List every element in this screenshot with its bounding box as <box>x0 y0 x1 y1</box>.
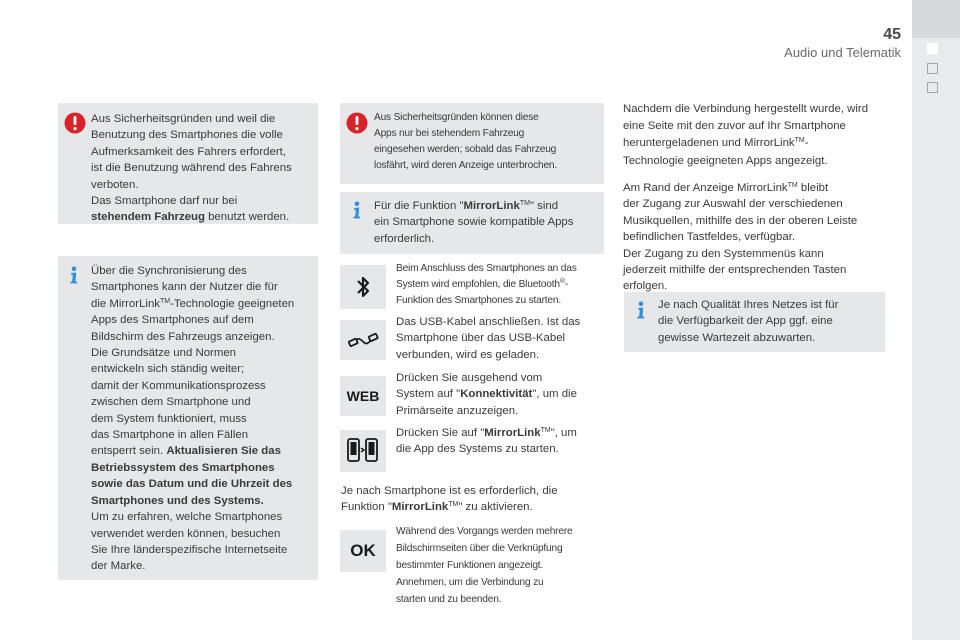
info-bold-text: Betriebssystem des Smartphones <box>91 461 275 474</box>
info-text-line <box>91 460 316 476</box>
right-text: - <box>804 137 809 150</box>
info-bold-text: MirrorLink <box>463 200 520 212</box>
web-bold-text: Konnektivität <box>460 388 533 401</box>
warning-text-line: eingesehen werden; sobald das Fahrzeug <box>374 144 557 155</box>
info-text-line: Je nach Qualität Ihres Netzes ist für <box>658 299 839 311</box>
ok-button-label: OK <box>350 541 376 560</box>
warning-text-line: Apps nur bei stehendem Fahrzeug <box>374 128 525 139</box>
warning-icon <box>64 112 86 134</box>
ok-text-line: Annehmen, um die Verbindung zu <box>396 577 544 588</box>
info-bold-text: Aktualisieren Sie das <box>166 445 281 458</box>
info-text-line <box>91 443 316 459</box>
side-tab <box>912 0 960 640</box>
info-text: Für die Funktion " <box>374 200 464 212</box>
info-text: entsperrt sein. <box>91 445 167 458</box>
usb-cable-icon <box>346 327 380 353</box>
warning-text-rest: benutzt werden. <box>204 211 290 224</box>
info-text-line: Apps des Smartphones auf dem <box>91 314 254 327</box>
web-text-line <box>396 386 606 402</box>
mirrorlink-text-line: die App des Systems zu starten. <box>396 443 559 456</box>
warning-bold-text: stehendem Fahrzeug <box>91 211 205 224</box>
info-text-line: verwendet werden können, besuchen <box>91 527 281 540</box>
mirrorlink-bold-text: MirrorLink <box>484 427 541 439</box>
info-text-line: dem System funktioniert, muss <box>91 412 247 425</box>
warning-text-line: losfährt, wird deren Anzeige unterbrochen. <box>374 160 558 171</box>
ok-text-line: Während des Vorgangs werden mehrere <box>396 526 573 537</box>
info-text-line: Smartphones kann der Nutzer die für <box>91 281 278 294</box>
bluetooth-text-line: Funktion des Smartphones zu starten. <box>396 295 561 306</box>
activate-text-line <box>341 499 606 515</box>
right-text: Am Rand der Anzeige MirrorLink <box>623 182 788 194</box>
ok-button[interactable] <box>340 530 386 572</box>
page-number: 45 <box>883 26 901 43</box>
middle-info-box <box>340 192 604 254</box>
warning-text-line: Das Smartphone darf nur bei <box>91 195 238 208</box>
right-text-line: Der Zugang zu den Systemmenüs kann <box>623 247 824 260</box>
usb-cable-button[interactable] <box>340 320 386 360</box>
bluetooth-icon <box>354 274 372 300</box>
right-text-line <box>623 180 893 196</box>
info-text-line <box>91 493 316 509</box>
info-text-line <box>91 296 316 312</box>
info-text-line: der Marke. <box>91 560 146 573</box>
web-text-line: Primärseite anzuzeigen. <box>396 404 519 417</box>
info-text-line: entwickeln sich ständig weiter; <box>91 363 245 376</box>
right-text: heruntergeladenen und MirrorLink <box>623 137 795 150</box>
web-text: ", um die <box>532 388 577 401</box>
left-info-box <box>58 256 318 580</box>
right-text-line: eine Seite mit den zuvor auf Ihr Smartphone <box>623 120 846 133</box>
warning-text-line: Aufmerksamkeit des Fahrers erfordert, <box>91 145 286 158</box>
right-text-line: der Zugang zur Auswahl der verschiedenen <box>623 198 843 211</box>
activate-text: Funktion " <box>341 501 392 514</box>
info-text-line <box>374 198 602 214</box>
web-button-label: WEB <box>346 388 380 404</box>
activate-text-line: Je nach Smartphone ist es erforderlich, die <box>341 485 558 497</box>
tab-marker <box>927 82 938 93</box>
bluetooth-text-line <box>396 277 606 293</box>
right-text-line: erfolgen. <box>623 280 668 293</box>
info-text-line: Über die Synchronisierung des <box>91 265 247 277</box>
bluetooth-button[interactable] <box>340 265 386 309</box>
tab-marker <box>927 63 938 74</box>
usb-text-line: verbunden, wird es geladen. <box>396 348 540 361</box>
chapter-title: Audio und Telematik <box>784 45 901 60</box>
trademark: TM <box>787 182 798 189</box>
right-text-line <box>623 135 893 152</box>
tab-marker-active <box>927 43 938 54</box>
info-text-line: zwischen dem Smartphone und <box>91 396 251 409</box>
activate-text: " zu aktivieren. <box>458 501 533 514</box>
info-text-line: Die Grundsätze und Normen <box>91 347 236 360</box>
right-text: bleibt <box>797 182 829 194</box>
side-tab-header <box>912 0 960 38</box>
right-text-line: Technologie geeigneten Apps angezeigt. <box>623 154 828 167</box>
ok-text-line: starten und zu beenden. <box>396 594 502 605</box>
trademark: TM <box>519 200 530 207</box>
info-text: -Technologie geeigneten <box>170 297 295 310</box>
info-bold-text: Smartphones und des Systems. <box>91 494 264 507</box>
info-icon <box>633 301 649 319</box>
info-text-line: die Verfügbarkeit der App ggf. eine <box>658 315 833 328</box>
warning-text-line <box>91 209 315 225</box>
bluetooth-text: System wird empfohlen, die Bluetooth <box>396 279 560 290</box>
warning-text-line: Aus Sicherheitsgründen und weil die <box>91 113 276 125</box>
usb-text-line: Smartphone über das USB-Kabel <box>396 332 566 345</box>
info-text-line: das Smartphone in allen Fällen <box>91 429 249 442</box>
info-text: die MirrorLink <box>91 297 160 310</box>
ok-text-line: bestimmter Funktionen angezeigt. <box>396 560 544 571</box>
info-text-line: Sie Ihre länderspezifische Internetseite <box>91 543 288 556</box>
info-text-line: erforderlich. <box>374 232 435 245</box>
mirrorlink-text-line <box>396 425 606 441</box>
info-text-line <box>91 476 316 492</box>
mirrorlink-text: ", um <box>550 427 577 439</box>
trademark: TM <box>160 297 171 305</box>
info-icon <box>349 201 365 219</box>
trademark: TM <box>794 137 805 145</box>
bluetooth-text-line: Beim Anschluss des Smartphones an das <box>396 263 577 274</box>
warning-icon <box>346 112 368 134</box>
middle-warning-box <box>340 103 604 184</box>
right-text-line: Nachdem die Verbindung hergestellt wurde, wird <box>623 103 869 115</box>
warning-text-line: Benutzung des Smartphones die volle <box>91 129 283 142</box>
web-button[interactable] <box>340 376 386 416</box>
trademark: TM <box>540 427 551 434</box>
web-text: System auf " <box>396 388 461 401</box>
mirrorlink-button[interactable] <box>340 430 386 472</box>
info-text-line: gewisse Wartezeit abzuwarten. <box>658 331 816 344</box>
activate-bold-text: MirrorLink <box>391 501 449 514</box>
right-text-line: Musikquellen, mithilfe des in der oberen Leiste <box>623 214 858 227</box>
registered-mark: ® <box>559 278 565 285</box>
left-warning-box <box>58 103 318 224</box>
info-text-line: damit der Kommunikationsprozess <box>91 379 266 392</box>
warning-text-line: verboten. <box>91 178 139 191</box>
info-text-line: Um zu erfahren, welche Smartphones <box>91 511 283 524</box>
info-text: " sind <box>529 200 559 212</box>
web-text-line: Drücken Sie ausgehend vom <box>396 372 543 384</box>
ok-text-line: Bildschirmseiten über die Verknüpfung <box>396 543 563 554</box>
bluetooth-text: - <box>564 279 568 290</box>
right-text-line: jederzeit mithilfe der entsprechenden Tasten <box>623 264 847 277</box>
warning-text-line: ist die Benutzung während des Fahrens <box>91 162 292 175</box>
trademark: TM <box>448 501 459 509</box>
info-icon <box>66 266 82 284</box>
info-text-line: Bildschirm des Fahrzeugs anzeigen. <box>91 330 275 343</box>
info-bold-text: sowie das Datum und die Uhrzeit des <box>91 478 293 491</box>
mirrorlink-text: Drücken Sie auf " <box>396 427 485 439</box>
mirrorlink-icon <box>345 436 381 466</box>
warning-text-line: Aus Sicherheitsgründen können diese <box>374 112 539 123</box>
usb-text-line: Das USB-Kabel anschließen. Ist das <box>396 316 581 328</box>
right-text-line: befindlichen Tastfeldes, verfügbar. <box>623 231 796 244</box>
info-text-line: ein Smartphone sowie kompatible Apps <box>374 216 574 229</box>
right-info-box <box>624 292 885 352</box>
